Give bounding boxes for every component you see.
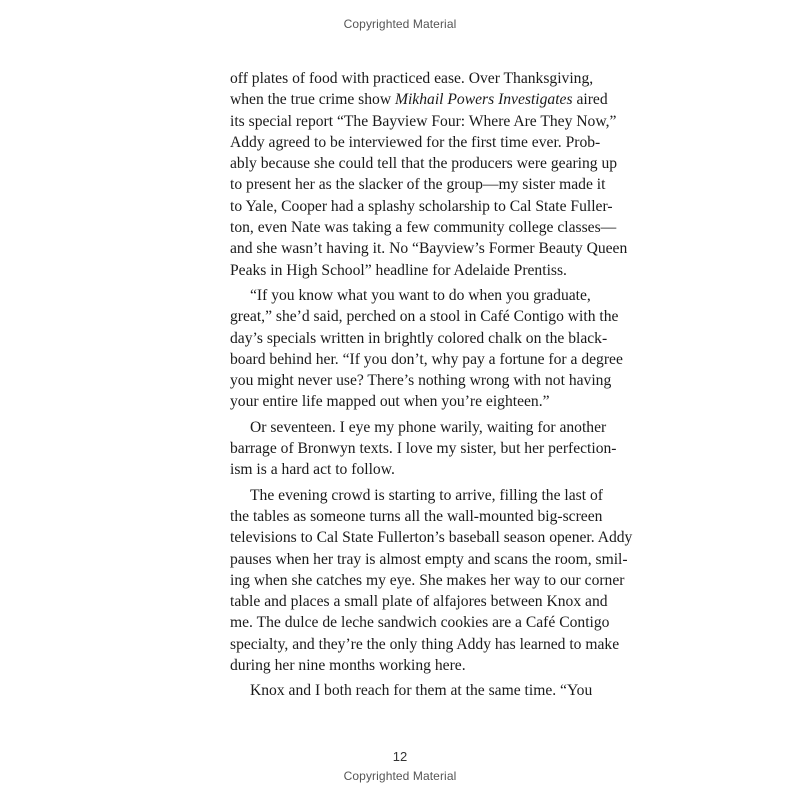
text-line: Peaks in High School” headline for Adelaide Prentiss. bbox=[230, 261, 567, 279]
text-line: off plates of food with practiced ease. Over Thanksgiving, bbox=[230, 70, 594, 87]
paragraph bbox=[230, 68, 628, 281]
text-line: your entire life mapped out when you’re eighteen.” bbox=[230, 393, 550, 411]
text-line: table and places a small plate of alfajores between Knox and bbox=[230, 593, 608, 611]
paragraph bbox=[230, 417, 617, 481]
paragraph bbox=[230, 485, 633, 677]
paragraph bbox=[230, 680, 593, 701]
text-line: Knox and I both reach for them at the same time. “You bbox=[250, 682, 593, 700]
text-run: when the true crime show bbox=[230, 91, 395, 109]
text-line: the tables as someone turns all the wall-mounted big-screen bbox=[230, 507, 603, 525]
text-line: to Yale, Cooper had a splashy scholarship to Cal State Fuller- bbox=[230, 197, 613, 215]
text-line: Or seventeen. I eye my phone warily, waiting for another bbox=[250, 418, 607, 436]
text-line: great,” she’d said, perched on a stool in Café Contigo with the bbox=[230, 308, 619, 326]
text-line: board behind her. “If you don’t, why pay a fortune for a degree bbox=[230, 350, 623, 368]
text-line: specialty, and they’re the only thing Addy has learned to make bbox=[230, 635, 620, 653]
text-line: pauses when her tray is almost empty and scans the room, smil- bbox=[230, 550, 628, 568]
text-line: The evening crowd is starting to arrive, filling the last of bbox=[250, 486, 603, 504]
page-number: 12 bbox=[392, 749, 408, 764]
text-line bbox=[230, 89, 608, 110]
text-line: barrage of Bronwyn texts. I love my sister, but her perfection- bbox=[230, 440, 617, 458]
copyright-watermark-bottom: Copyrighted Material bbox=[343, 769, 457, 783]
text-line: and she wasn’t having it. No “Bayview’s Former Beauty Queen bbox=[230, 240, 628, 258]
text-line: day’s specials written in brightly colored chalk on the black- bbox=[230, 329, 608, 347]
text-line: you might never use? There’s nothing wrong with not having bbox=[230, 372, 612, 390]
text-line: ism is a hard act to follow. bbox=[230, 461, 395, 479]
book-page-text bbox=[230, 68, 633, 702]
paragraph bbox=[230, 285, 623, 413]
text-line: its special report “The Bayview Four: Where Are They Now,” bbox=[230, 112, 617, 130]
text-line: televisions to Cal State Fullerton’s baseball season opener. Addy bbox=[230, 529, 633, 547]
text-line: Addy agreed to be interviewed for the first time ever. Prob- bbox=[230, 133, 601, 151]
text-line: to present her as the slacker of the group—my sister made it bbox=[230, 176, 606, 194]
text-line: “If you know what you want to do when you graduate, bbox=[250, 286, 591, 304]
text-line: ably because she could tell that the producers were gearing up bbox=[230, 155, 618, 173]
copyright-watermark-top: Copyrighted Material bbox=[343, 17, 457, 31]
text-line: during her nine months working here. bbox=[230, 657, 466, 675]
text-line: ton, even Nate was taking a few community college classes— bbox=[230, 219, 617, 237]
text-run: aired bbox=[572, 91, 608, 109]
text-line: me. The dulce de leche sandwich cookies are a Café Contigo bbox=[230, 614, 610, 632]
text-line: ing when she catches my eye. She makes her way to our corner bbox=[230, 571, 625, 589]
show-title-italic: Mikhail Powers Investigates bbox=[394, 91, 573, 109]
